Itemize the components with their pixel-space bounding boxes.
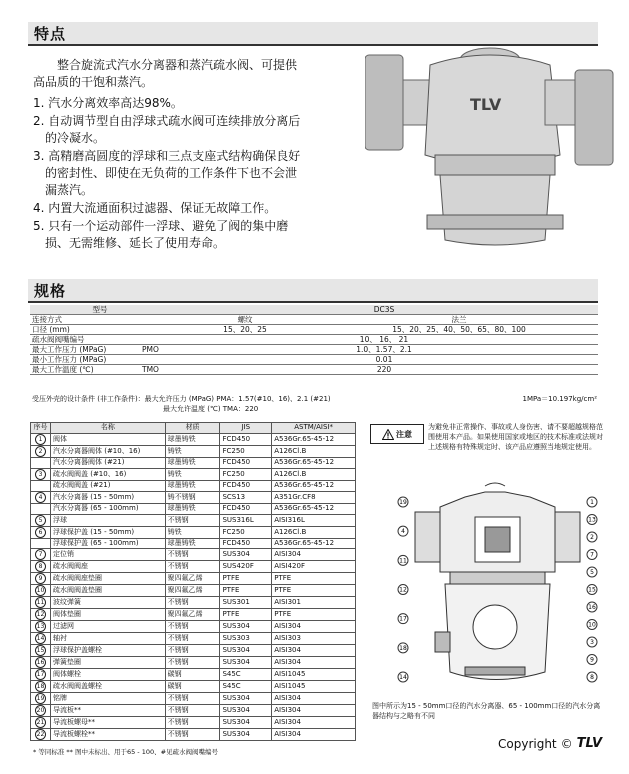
design-temp: 最大允许温度 (℃) TMA：220 [163, 405, 259, 413]
callout-number: 3 [590, 639, 594, 646]
part-number: 19 [36, 695, 45, 703]
part-number: 8 [35, 561, 46, 572]
spec-row-connection: 连接方式 螺纹 法兰 [30, 315, 598, 325]
features-text [33, 57, 303, 253]
part-number: 9 [35, 573, 46, 584]
callout-number: 17 [399, 615, 407, 623]
callout-number: 1 [590, 499, 594, 506]
part-number: 5 [35, 515, 46, 526]
spec-row-min: 最小工作压力 (MPaG) 0.01 [30, 355, 598, 365]
copyright-text: Copyright [498, 736, 557, 751]
callout-number: 14 [399, 674, 407, 681]
design-conditions: 受压外壳的设计条件 (非工作条件)：最大允许压力 (MPaG) PMA：1.57(#10、16)、2.1 (#21) [32, 395, 331, 403]
spec-table [30, 305, 598, 375]
spec-title: 规格 [34, 282, 67, 300]
part-number: 11 [36, 599, 45, 607]
part-number: 20 [36, 707, 45, 715]
features-list [33, 95, 303, 252]
parts-row: 15 浮球保护盖螺栓 不锈钢 SUS304 AISI304 [31, 645, 356, 657]
parts-row: 20 导流板** 不锈钢 SUS304 AISI304 [31, 705, 356, 717]
part-number: 16 [36, 659, 45, 667]
feature-item: 1. 汽水分离效率高达98%。 [33, 96, 183, 110]
spec-header [28, 279, 598, 303]
parts-row: 4 汽水分离器 (15 - 50mm) 铸不锈钢 SCS13 A351Gr.CF8 [31, 491, 356, 503]
callout-number: 9 [590, 656, 594, 664]
caution-badge [370, 424, 424, 444]
unit-conversion: 1MPa＝10.197kg/cm² [522, 395, 597, 403]
parts-row: 14 轴衬 不锈钢 SUS303 AISI303 [31, 633, 356, 645]
parts-header: 序号 名称 材质 JIS ASTM/AISI* [31, 423, 356, 434]
part-number: 18 [36, 683, 45, 691]
feature-item: 3. 高精磨高圆度的浮球和三点支座式结构确保良好的密封性、即使在无负荷的工作条件下也不会泄漏蒸汽。 [33, 149, 301, 197]
parts-footnote: * 等同标准 ** 图中未标出、用于65 - 100、#见疏水阀阀嘴编号 [33, 748, 219, 756]
spec-row-orifice: 疏水阀阀嘴编号 10、 16、 21 [30, 335, 598, 345]
callout-number: 12 [399, 586, 407, 594]
part-number: 7 [35, 549, 46, 560]
callout-number: 16 [588, 604, 596, 611]
parts-row: 9 疏水阀阀座垫圈 聚四氟乙烯 PTFE PTFE [31, 573, 356, 585]
callout-number: 10 [588, 621, 596, 629]
part-number: 13 [36, 623, 45, 631]
parts-row: 7 定位销 不锈钢 SUS304 AISI304 [31, 549, 356, 561]
part-number: 17 [36, 671, 45, 679]
parts-row: 汽水分离器阀体 (#21) 球墨铸铁 FCD450 A536Gr.65-45-12 [31, 457, 356, 468]
callout-number: 15 [588, 586, 596, 594]
part-number: 14 [36, 635, 45, 643]
parts-row: 疏水阀阀盖 (#21) 球墨铸铁 FCD450 A536Gr.65-45-12 [31, 480, 356, 491]
part-number: 15 [36, 647, 45, 655]
parts-row: 19 铭牌 不锈钢 SUS304 AISI304 [31, 693, 356, 705]
features-intro: 整合旋流式汽水分离器和蒸汽疏水阀、可提供高品质的干饱和蒸汽。 [33, 58, 298, 89]
parts-row: 17 阀体螺栓 碳钢 S45C AISI1045 [31, 669, 356, 681]
part-number: 22 [36, 731, 45, 739]
parts-row: 3 疏水阀阀盖 (#10、16) 铸铁 FC250 A126Cl.B [31, 468, 356, 480]
spec-row-size: 口径 (mm) 15、20、25 15、20、25、40、50、65、80、100 [30, 325, 598, 335]
parts-row: 1 阀体 球墨铸铁 FCD450 A536Gr.65-45-12 [31, 433, 356, 445]
parts-row: 13 过滤网 不锈钢 SUS304 AISI304 [31, 621, 356, 633]
feature-item: 5. 只有一个运动部件一浮球、避免了阀的集中磨损、无需维修、延长了使用寿命。 [33, 219, 289, 250]
callout-number: 7 [590, 551, 594, 559]
parts-row: 6 浮球保护盖 (15 - 50mm) 铸铁 FC250 A126Cl.B [31, 526, 356, 538]
part-number: 4 [35, 492, 46, 503]
parts-row: 浮球保护盖 (65 - 100mm) 球墨铸铁 FCD450 A536Gr.65-45-12 [31, 538, 356, 549]
spec-row-model: 型号 DC3S [30, 305, 598, 315]
parts-row: 16 弹簧垫圈 不锈钢 SUS304 AISI304 [31, 657, 356, 669]
parts-row: 2 汽水分离器阀体 (#10、16) 铸铁 FC250 A126Cl.B [31, 445, 356, 457]
part-number: 6 [35, 527, 46, 538]
feature-item: 2. 自动调节型自由浮球式疏水阀可连续排放分离后的冷凝水。 [33, 114, 301, 145]
features-title: 特点 [34, 25, 67, 43]
warning-icon [382, 429, 394, 440]
cross-section-drawing [395, 482, 600, 694]
copyright [498, 736, 602, 751]
parts-row: 22 导流板螺栓** 不锈钢 SUS304 AISI304 [31, 729, 356, 741]
callout-number: 4 [401, 528, 405, 536]
parts-row: 5 浮球 不锈钢 SUS316L AISI316L [31, 514, 356, 526]
parts-row: 12 阀体垫圈 聚四氟乙烯 PTFE PTFE [31, 609, 356, 621]
part-number: 1 [35, 434, 46, 445]
tlv-logo: TLV [576, 736, 603, 751]
caution-text: 为避免非正常操作、事故或人身伤害、请不要超越规格范围使用本产品。如果使用国家或地区的技术标准或法规对上述规格有特殊规定时、该产品应遵照当地规定使用。 [428, 423, 603, 451]
product-photo [365, 35, 620, 260]
callout-number: 19 [399, 499, 407, 506]
callout-number: 13 [588, 516, 596, 524]
callout-number: 11 [399, 557, 407, 565]
parts-row: 10 疏水阀阀盖垫圈 聚四氟乙烯 PTFE PTFE [31, 585, 356, 597]
part-number: 12 [36, 611, 45, 619]
drawing-caption: 图中所示为15 - 50mm口径的汽水分离器、65 - 100mm口径的汽水分离器结构与之略有不同 [372, 702, 601, 720]
photo-logo-text: TLV [470, 95, 502, 114]
copyright-icon: © [560, 736, 573, 751]
parts-table [30, 422, 356, 741]
parts-row: 汽水分离器 (65 - 100mm) 球墨铸铁 FCD450 A536Gr.65-45-12 [31, 503, 356, 514]
spec-row-tmo: 最大工作温度 (℃) TMO 220 [30, 365, 598, 375]
parts-row: 8 疏水阀阀座 不锈钢 SUS420F AISI420F [31, 561, 356, 573]
part-number: 3 [35, 469, 46, 480]
parts-row: 21 导流板螺母** 不锈钢 SUS304 AISI304 [31, 717, 356, 729]
parts-row: 18 疏水阀阀盖螺栓 碳钢 S45C AISI1045 [31, 681, 356, 693]
callout-number: 5 [590, 569, 594, 576]
feature-item: 4. 内置大流通面积过滤器、保证无故障工作。 [33, 201, 277, 215]
spec-row-pmo: 最大工作压力 (MPaG) PMO 1.0、1.57、2.1 [30, 345, 598, 355]
callout-number: 2 [590, 534, 594, 541]
caution-label: 注意 [396, 429, 412, 439]
parts-row: 11 波纹弹簧 不锈钢 SUS301 AISI301 [31, 597, 356, 609]
part-number: 2 [35, 446, 46, 457]
part-number: 21 [36, 719, 45, 727]
callout-number: 8 [590, 674, 594, 681]
callout-number: 18 [399, 644, 407, 652]
part-number: 10 [36, 587, 45, 595]
